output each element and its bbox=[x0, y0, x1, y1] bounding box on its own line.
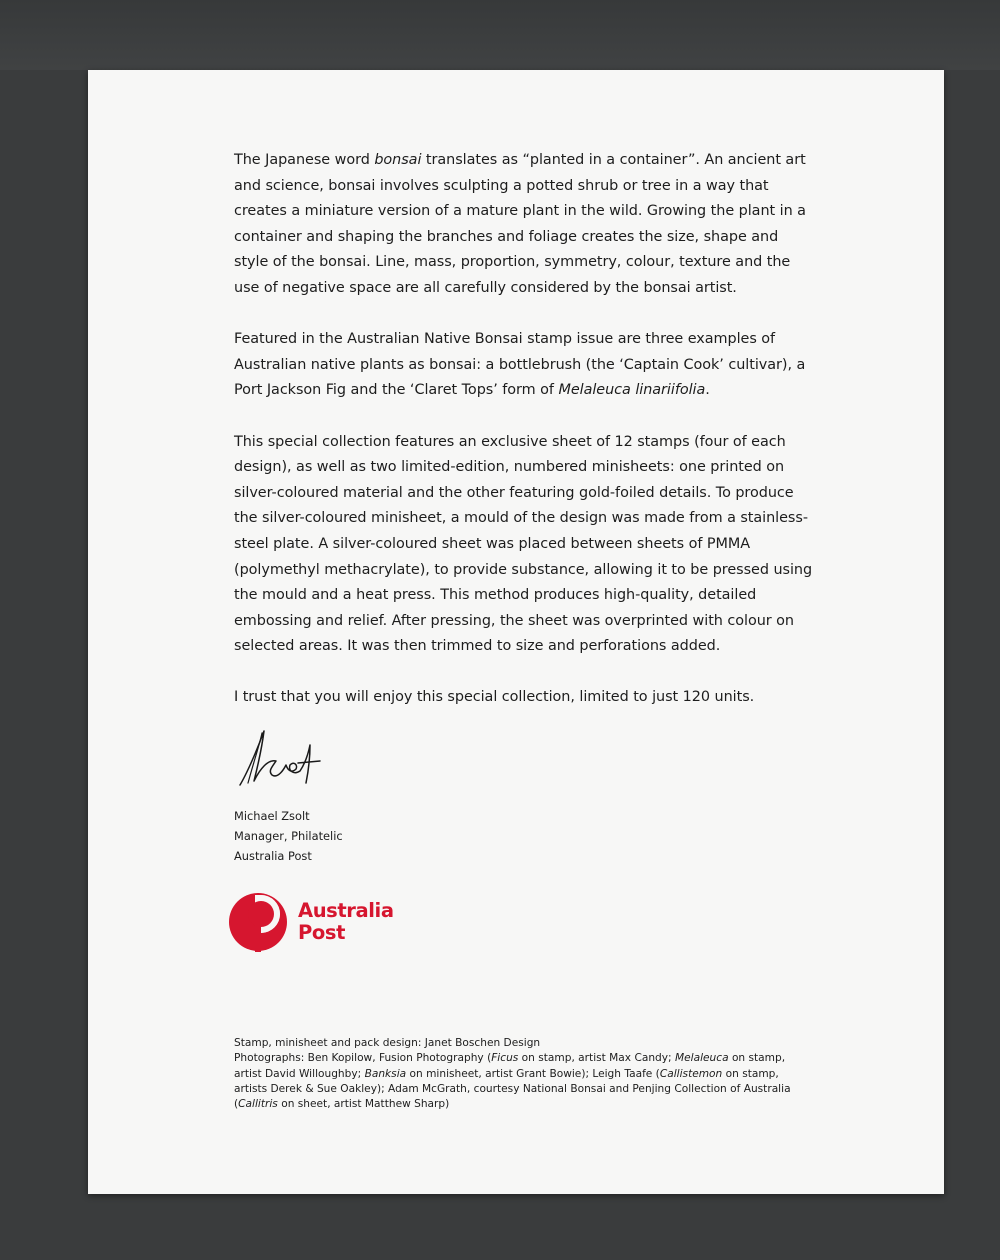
australia-post-logo bbox=[228, 892, 408, 956]
signature-image bbox=[232, 725, 322, 795]
paragraph-closing: I trust that you will enjoy this special collection, limited to just 120 units. bbox=[234, 689, 755, 706]
letter-body bbox=[234, 148, 814, 737]
brand-wordmark bbox=[298, 900, 394, 944]
paragraph-collection: This special collection features an exclusive sheet of 12 stamps (four of each design), as well as two limited-edition, numbered minisheets: one printed on silver-coloured material and the other featuring gold-foiled details. To produce the silver-coloured minisheet, a mould of the design was made from a stainless-steel plate. A silver-coloured sheet was placed between sheets of PMMA (polymethyl methacrylate), to provide substance, allowing it to be pressed using the mould and a heat press. This method produces high-quality, detailed embossing and relief. After pressing, the sheet was overprinted with colour on selected areas. It was then trimmed to size and perforations added. bbox=[234, 433, 813, 655]
paragraph-intro: The Japanese word bonsai translates as “planted in a container”. An ancient art and science, bonsai involves sculpting a potted shrub or tree in a way that creates a miniature version of a mature plant in the wild. Growing the plant in a container and shaping the branches and foliage creates the size, shape and style of the bonsai. Line, mass, proportion, symmetry, colour, texture and the use of negative space are all carefully considered by the bonsai artist. bbox=[234, 152, 806, 296]
background-surface bbox=[0, 0, 1000, 70]
letter-sheet bbox=[88, 70, 944, 1194]
bonsai-term: bonsai bbox=[374, 152, 422, 168]
brand-line-1: Australia bbox=[298, 899, 394, 922]
credit-photographs: Photographs: Ben Kopilow, Fusion Photography (Ficus on stamp, artist Max Candy; Melaleuca on stamp, artist David Willoughby; Banksia on minisheet, artist Grant Bowie); Leigh Taafe (Callistemon on stamp, artists Derek & Sue Oakley); Adam McGrath, courtesy National Bonsai and Penjing Collection of Australia (Callitris on sheet, artist Matthew Sharp) bbox=[234, 1052, 791, 1111]
brand-line-2: Post bbox=[298, 921, 346, 944]
signatory-org: Australia Post bbox=[234, 849, 312, 863]
signature-block bbox=[234, 806, 343, 866]
signatory-role: Manager, Philatelic bbox=[234, 829, 343, 843]
credit-design: Stamp, minisheet and pack design: Janet Boschen Design bbox=[234, 1037, 541, 1049]
paragraph-featured: Featured in the Australian Native Bonsai stamp issue are three examples of Australian native plants as bonsai: a bottlebrush (the ‘Captain Cook’ cultivar), a Port Jackson Fig and the ‘Claret Tops’ form of Melaleuca linariifolia. bbox=[234, 331, 806, 399]
species-name: Melaleuca linariifolia bbox=[558, 382, 706, 399]
credits-block bbox=[234, 1036, 794, 1112]
australia-post-mark-icon bbox=[228, 892, 288, 952]
signatory-name: Michael Zsolt bbox=[234, 809, 310, 823]
